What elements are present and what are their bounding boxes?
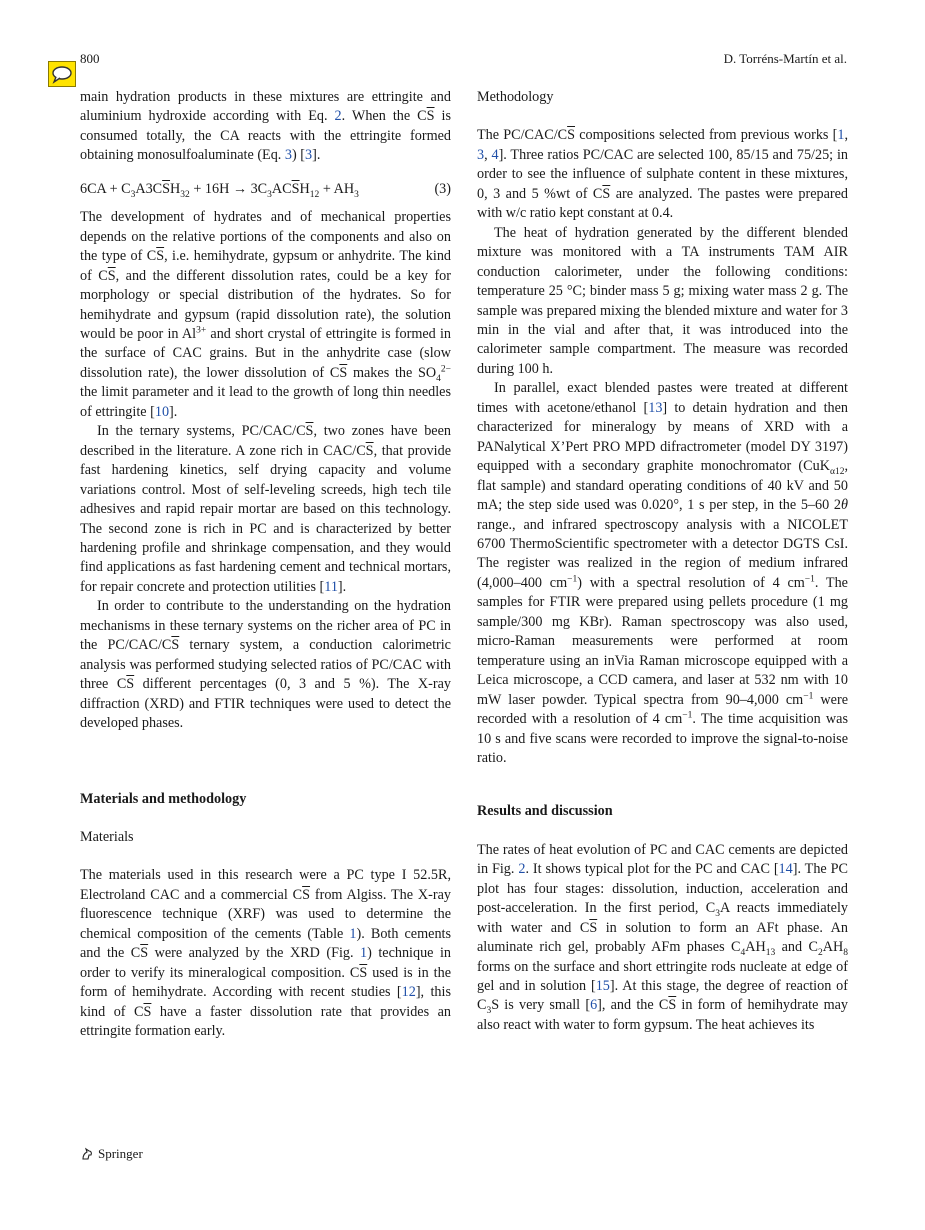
running-header-authors: D. Torréns-Martín et al.: [723, 51, 847, 66]
subsection-heading: Materials: [80, 828, 134, 845]
paragraph: The materials used in this research were a PC type I 52.5R, Electroland CAC and a commercial $C\overline{S}$ from Algiss. The X-ray fluorescence technique (XRF) was used to determine the chemical composition of the cements (Table 1). Both cements and the $C\overline{S}$ were analyzed by the XRD (Fig. 1) technique in order to verify its mineralogical composition. $C\overline{S}$ used is in the form of hemihydrate. According with recent studies [12], this kind of $C\overline{S}$ have a faster dissolution rate that provides an ettringite formation early.: [80, 867, 451, 1040]
equation-formula: $6CA + C_3A3C\overline{S}H_{32} + 16H \to 3C_3AC\overline{S}H_{12} + AH_3$: [80, 180, 359, 200]
equation-3: [80, 180, 451, 199]
paragraph: The development of hydrates and of mechanical properties depends on the relative portions of the components and also on the type of $C\overline{S}$, i.e. hemihydrate, gypsum or anhydrite. The kind of $C\overline{S}$, and the different dissolution rates, could be a key for morphology or special distribution of the hydrates. So for hemihydrate and gypsum (rapid dissolution rate), the solution would be poor in $Al^{3+}$ and short crystal of ettringite is formed in the surface of CAC grains. But in the anhydrite case (slow dissolution rate), the lower dissolution of $C\overline{S}$ makes the $SO_4^{2-}$ the limit parameter and it lead to the growth of long thin needles of ettringite [10].: [80, 209, 452, 420]
paragraph: The $PC/CAC/C\overline{S}$ compositions selected from previous works [1, 3, 4]. Three ratios PC/CAC are selected 100, 85/15 and 75/25; in order to see the influence of sulphate content in these mixtures, 0, 3 and 5 %wt of $C\overline{S}$ are analyzed. The pastes were prepared with w/c ratio kept constant at 0.4.: [477, 127, 848, 222]
publisher-name: Springer: [98, 1146, 143, 1161]
subsection-heading: Methodology: [477, 89, 554, 105]
comment-annotation-icon[interactable]: [48, 61, 76, 87]
paragraph: main hydration products in these mixtures are ettringite and aluminium hydroxide according with Eq. 2. When the $C\overline{S}$ is consumed totally, the CA reacts with the ettringite formed obtaining monosulfoaluminate (Eq. 3) [3].: [80, 89, 451, 164]
page-number: 800: [80, 51, 100, 66]
paragraph: The rates of heat evolution of PC and CAC cements are depicted in Fig. 2. It shows typical plot for the PC and CAC [14]. The PC plot has four stages: dissolution, induction, acceleration and post-acceleration. In the first period, $C_3A$ reacts immediately with water and $C\overline{S}$ in solution to form an AFt phase. An aluminate rich gel, probably AFm phases $C_4AH_{13}$ and $C_2AH_8$ forms on the surface and short ettringite rods nucleate at edge of gel and in solution [15]. At this stage, the degree of reaction of $C_3S$ is very small [6], and the $C\overline{S}$ in form of hemihydrate may also react with water to form gypsum. The heat achieves its: [477, 841, 848, 1033]
paragraph: In the ternary systems, $PC/CAC/C\overline{S}$, two zones have been described in the literature. A zone rich in CAC/$C\overline{S}$, that provide fast hardening kinetics, self drying capacity and volume variations control. Most of self-leveling screeds, high tech tile adhesives and rapid repair mortar are based on this technology. The second zone is rich in PC and is characterized by better hardening profile and shrinkage compensation, and they would find applications as fast hardening cement and technical mortars, for repair concrete and protection utilities [11].: [80, 423, 451, 595]
left-column: [80, 88, 451, 1041]
section-heading: Materials and methodology: [80, 790, 247, 807]
publisher-footer: [80, 1146, 143, 1162]
section-heading: Results and discussion: [477, 803, 613, 820]
right-column: [477, 88, 848, 1035]
paragraph: The heat of hydration generated by the different blended mixture was monitored with a TA instruments TAM AIR conduction calorimeter, under the following conditions: temperature 25 °C; binder mass 5 g; mixing water mass 2 g. The sample was prepared mixing the blended mixture and water for 3 min in the vial and after that, it was introduced into the calorimeter sample compartment. The measure was recorded during 100 h.: [477, 224, 848, 377]
springer-horse-icon: [80, 1147, 94, 1161]
paragraph: In parallel, exact blended pastes were treated at different times with acetone/ethanol [13] to detain hydration and then characterized for mineralogy by means of XRD with a PANalytical X’Pert PRO MPD difractrometer (model DY 3197) equipped with a secondary graphite monochromator (CuK$_{\alpha 12}$, flat sample) and standard operating conditions of 40 kV and 50 mA; the step side used was 0.020°, 1 s per step, in the 5–60 2θ range., and infrared spectroscopy analysis with a NICOLET 6700 ThermoScientific spectrometer with a detector DGTS CsI. The register was realized in the region of medium infrared (4,000–400 $cm^{-1}$) with a spectral resolution of 4 $cm^{-1}$. The samples for FTIR were prepared using pellets procedure (1 mg sample/300 mg KBr). Raman spectroscopy was also used, micro-Raman measurements were performed at room temperature using an inVia Raman microscope equipped with a Leica microscope, a CCD camera, and laser at 532 nm with 10 mW laser powder. Typical spectra from 90–4,000 $cm^{-1}$ were recorded with a resolution of 4 $cm^{-1}$. The time acquisition was 10 s and five scans were recorded to improve the signal-to-noise ratio.: [477, 380, 849, 766]
equation-number: (3): [434, 180, 451, 197]
paragraph: In order to contribute to the understanding on the hydration mechanisms in these ternary systems on the richer area of PC in the $PC/CAC/C\overline{S}$ ternary system, a conduction calorimetric analysis was performed studying selected ratios of PC/CAC with three $C\overline{S}$ different percentages (0, 3 and 5 %). The X-ray diffraction (XRD) and FTIR techniques were used to detect the developed phases.: [80, 598, 451, 732]
